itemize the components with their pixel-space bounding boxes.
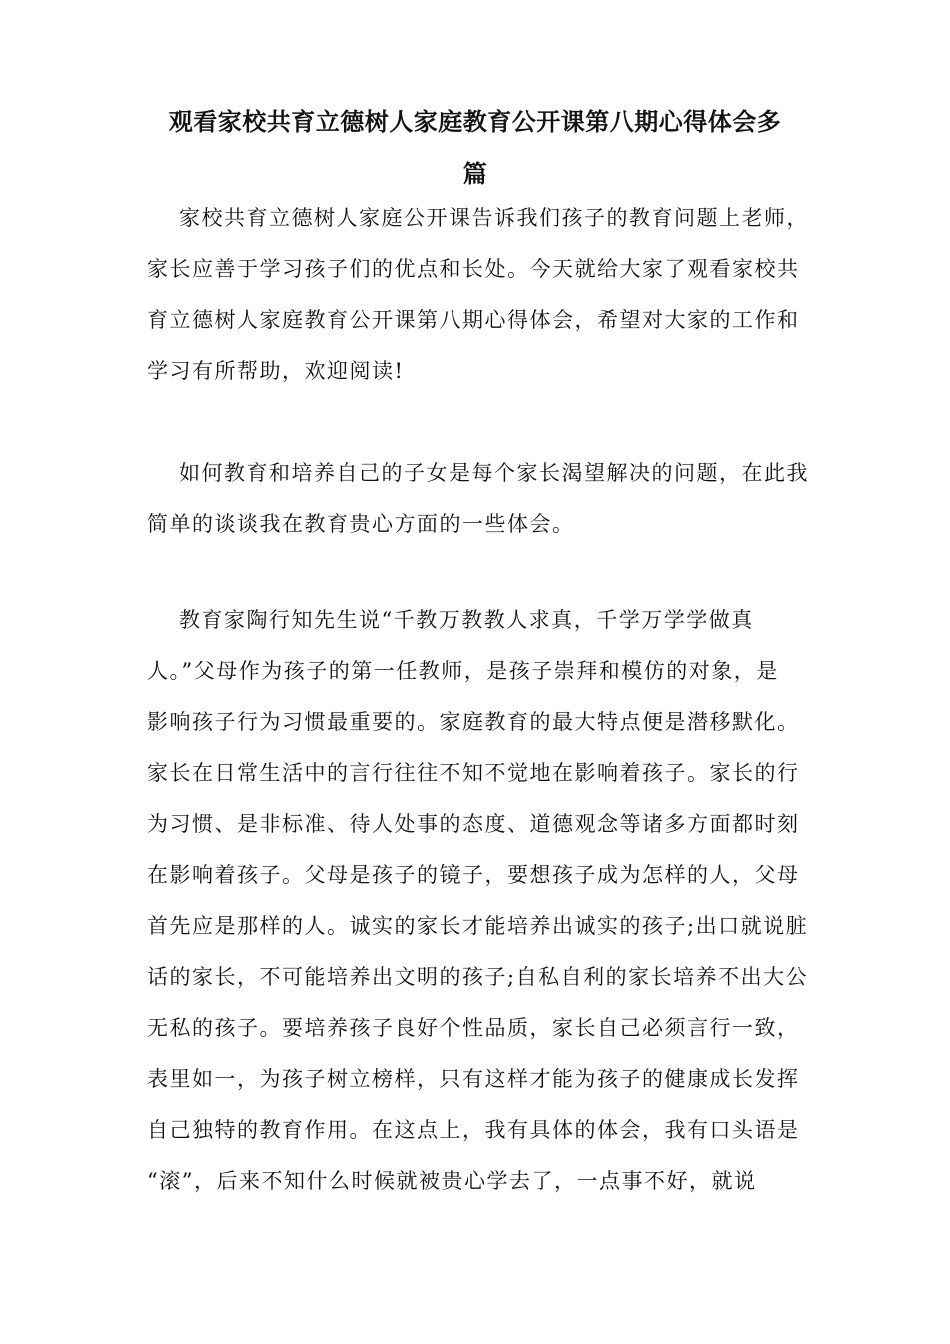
paragraph-3-line: 话的家长，不可能培养出文明的孩子;自私自利的家长培养不出大公: [147, 965, 809, 989]
paragraph-3-line: 教育家陶行知先生说“千教万教教人求真，千学万学学做真: [179, 608, 754, 632]
paragraph-1-line: 学习有所帮助，欢迎阅读!: [147, 359, 405, 383]
paragraph-3-line: 自己独特的教育作用。在这点上，我有具体的体会，我有口头语是: [147, 1118, 800, 1142]
paragraph-1-line: 家校共育立德树人家庭公开课告诉我们孩子的教育问题上老师，: [179, 206, 809, 230]
title-line: 篇: [462, 160, 488, 188]
title-line: 观看家校共育立德树人家庭教育公开课第八期心得体会多: [168, 108, 782, 136]
paragraph-3-line: 人。”父母作为孩子的第一任教师，是孩子崇拜和模仿的对象，是: [147, 659, 779, 683]
paragraph-3-line: “滚”，后来不知什么时候就被贵心学去了，一点事不好，就说: [147, 1169, 757, 1193]
paragraph-3-line: 首先应是那样的人。诚实的家长才能培养出诚实的孩子;出口就说脏: [147, 914, 809, 938]
paragraph-3-line: 为习惯、是非标准、待人处事的态度、道德观念等诸多方面都时刻: [147, 812, 800, 836]
paragraph-3-line: 表里如一，为孩子树立榜样，只有这样才能为孩子的健康成长发挥: [147, 1067, 800, 1091]
paragraph-3-line: 无私的孩子。要培养孩子良好个性品质，家长自己必须言行一致，: [147, 1016, 800, 1040]
paragraph-3-line: 影响孩子行为习惯最重要的。家庭教育的最大特点便是潜移默化。: [147, 710, 800, 734]
paragraph-3-line: 家长在日常生活中的言行往往不知不觉地在影响着孩子。家长的行: [147, 761, 800, 785]
paragraph-1-line: 家长应善于学习孩子们的优点和长处。今天就给大家了观看家校共: [147, 257, 800, 281]
paragraph-3-line: 在影响着孩子。父母是孩子的镜子，要想孩子成为怎样的人，父母: [147, 863, 800, 887]
paragraph-2-line: 如何教育和培养自己的子女是每个家长渴望解决的问题，在此我: [179, 461, 809, 485]
paragraph-1-line: 育立德树人家庭教育公开课第八期心得体会，希望对大家的工作和: [147, 308, 800, 332]
paragraph-2-line: 简单的谈谈我在教育贵心方面的一些体会。: [147, 512, 575, 536]
document-title: [140, 96, 810, 200]
